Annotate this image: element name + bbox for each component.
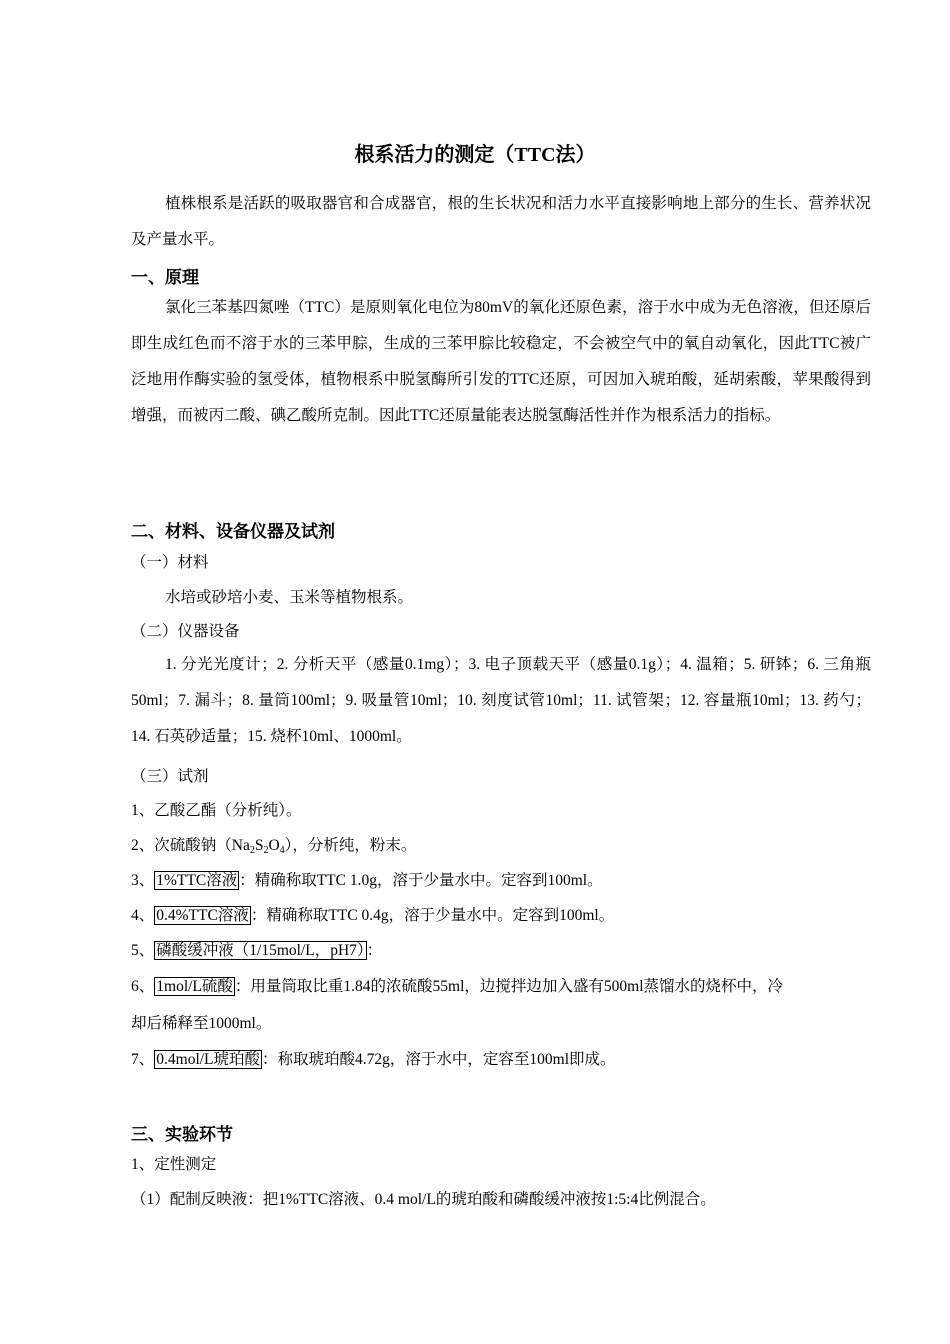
subscript: 4 xyxy=(279,845,285,856)
reagent-number: 3、 xyxy=(131,872,155,889)
reagent-2-prefix: 2、次硫酸钠（Na xyxy=(131,837,250,854)
subheading-reagents: （三）试剂 xyxy=(131,768,209,785)
reagent-name-boxed: 磷酸缓冲液（1/15mol/L，pH7） xyxy=(156,942,365,959)
reagent-number: 5、 xyxy=(131,942,155,959)
section-heading-materials: 二、材料、设备仪器及试剂 xyxy=(131,522,335,542)
reagent-description: ：精确称取TTC 1.0g，溶于少量水中。定容到100ml。 xyxy=(239,872,603,889)
subheading-qualitative: 1、定性测定 xyxy=(131,1156,217,1173)
reagent-description: ：称取琥珀酸4.72g，溶于水中，定容至100ml即成。 xyxy=(262,1051,616,1068)
reagent-item-2 xyxy=(131,835,416,857)
reagent-description: ： xyxy=(366,942,383,959)
reagent-2-suffix: ），分析纯，粉末。 xyxy=(284,837,417,854)
materials-text: 水培或砂培小麦、玉米等植物根系。 xyxy=(165,589,414,606)
intro-paragraph: 植株根系是活跃的吸取器官和合成器官，根的生长状况和活力水平直接影响地上部分的生长、营养状况及产量水平。 xyxy=(131,195,871,248)
reagent-item-3 xyxy=(131,870,603,892)
reagent-number: 6、 xyxy=(131,978,155,995)
subscript: 2 xyxy=(249,845,255,856)
formula-part: O xyxy=(268,837,280,854)
reagent-name-boxed: 1%TTC溶液 xyxy=(156,872,238,889)
subheading-equipment: （二）仪器设备 xyxy=(131,623,240,640)
subheading-materials: （一）材料 xyxy=(131,554,209,571)
reagent-name-boxed: 0.4mol/L琥珀酸 xyxy=(156,1051,261,1068)
procedure-step-1: （1）配制反映液：把1%TTC溶液、0.4 mol/L的琥珀酸和磷酸缓冲液按1:5:4比例混合。 xyxy=(131,1191,716,1208)
reagent-description: ：用量筒取比重1.84的浓硫酸55ml，边搅拌边加入盛有500ml蒸馏水的烧杯中，冷 xyxy=(234,978,784,995)
subscript: 2 xyxy=(263,845,269,856)
document-title: 根系活力的测定（TTC法） xyxy=(354,144,596,166)
reagent-description: ：精确称取TTC 0.4g，溶于少量水中。定容到100ml。 xyxy=(250,907,615,924)
reagent-number: 4、 xyxy=(131,907,155,924)
equipment-paragraph: 1. 分光光度计；2. 分析天平（感量0.1mg）；3. 电子顶载天平（感量0.1g）；4. 温箱；5. 研钵；6. 三角瓶50ml；7. 漏斗；8. 量筒100ml；9. 吸量管10ml；10. 刻度试管10ml；11. 试管架；12. 容量瓶10ml；13. 药勺；14. 石英砂适量；15. 烧杯10ml、1000ml。 xyxy=(131,656,871,745)
reagent-number: 7、 xyxy=(131,1051,155,1068)
reagent-name-boxed: 1mol/L硫酸 xyxy=(156,978,233,995)
reagent-item-6 xyxy=(131,976,783,998)
section-heading-procedure: 三、实验环节 xyxy=(131,1125,233,1145)
formula-part: S xyxy=(254,837,264,854)
reagent-item-7 xyxy=(131,1049,616,1071)
principle-paragraph: 氯化三苯基四氮唑（TTC）是原则氧化电位为80mV的氧化还原色素，溶于水中成为无色溶液，但还原后即生成红色而不溶于水的三苯甲腙，生成的三苯甲腙比较稳定，不会被空气中的氧自动氧化，因此TTC被广泛地用作酶实验的氢受体，植物根系中脱氢酶所引发的TTC还原，可因加入琥珀酸，延胡索酸，苹果酸得到增强，而被丙二酸、碘乙酸所克制。因此TTC还原量能表达脱氢酶活性并作为根系活力的指标。 xyxy=(131,299,871,424)
section-heading-principle: 一、原理 xyxy=(131,268,199,288)
reagent-item-1: 1、乙酸乙酯（分析纯）。 xyxy=(131,802,302,819)
reagent-item-5 xyxy=(131,940,382,962)
reagent-name-boxed: 0.4%TTC溶液 xyxy=(156,907,249,924)
reagent-item-4 xyxy=(131,905,614,927)
reagent-item-6-continued: 却后稀释至1000ml。 xyxy=(131,1015,272,1032)
